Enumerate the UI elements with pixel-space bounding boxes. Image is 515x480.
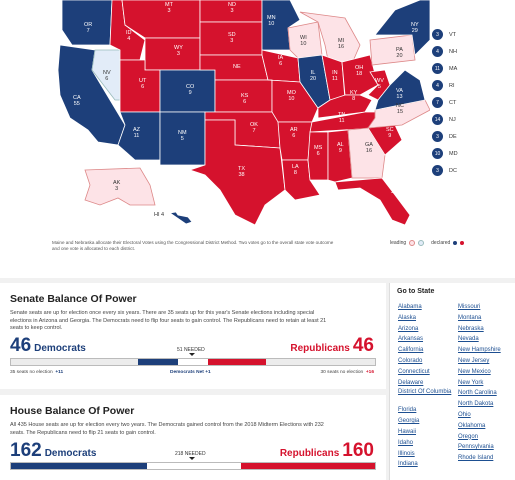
- house-dem-count: 162: [10, 440, 42, 461]
- state-link[interactable]: Pennsylvania: [458, 444, 494, 451]
- senate-needed-marker: [189, 353, 195, 356]
- state-label-ut: UT 6: [139, 78, 147, 90]
- legend-declared-dem-dot: [453, 241, 457, 245]
- senate-bar-rep-won: [208, 359, 266, 365]
- state-link[interactable]: Arkansas: [398, 336, 424, 343]
- state-link[interactable]: Alabama: [398, 304, 422, 310]
- state-label-nm: NM 5: [178, 130, 187, 142]
- ev-badge: 7: [432, 97, 443, 108]
- state-shape-fl[interactable]: [335, 178, 410, 225]
- state-label-va: VA 13: [396, 88, 403, 100]
- senate-rep-tally: [290, 335, 374, 357]
- state-link[interactable]: Idaho: [398, 439, 414, 446]
- state-link[interactable]: Illinois: [398, 450, 415, 457]
- state-links-col-1: [398, 303, 456, 471]
- house-balance-bar: [10, 462, 376, 470]
- small-state-vt[interactable]: 3 VT: [432, 26, 492, 43]
- state-label-ok: OK 7: [250, 122, 258, 134]
- state-label-az: AZ 11: [133, 127, 141, 139]
- ev-badge: 4: [432, 46, 443, 57]
- state-link[interactable]: North Dakota: [458, 401, 494, 408]
- state-label-ks: KS 6: [241, 93, 249, 105]
- house-bar-rep: [241, 463, 375, 469]
- state-label-nc: NC 15: [396, 103, 404, 115]
- house-rep-count: 160: [342, 440, 374, 461]
- legend-leading-rep-dot: [409, 240, 415, 246]
- go-to-state-title: Go to State: [397, 288, 435, 295]
- legend-leading-dem-dot: [418, 240, 424, 246]
- senate-rep-count: 46: [352, 335, 374, 356]
- ev-badge: 10: [432, 148, 443, 159]
- state-label-sd: SD 3: [228, 32, 236, 44]
- state-link[interactable]: Missouri: [458, 304, 481, 310]
- state-label-ky: KY 8: [350, 90, 358, 102]
- state-label-mn: MN 10: [267, 15, 276, 27]
- state-shape-hi[interactable]: [170, 212, 192, 224]
- state-link[interactable]: Connecticut: [398, 368, 430, 375]
- house-rep-label: Republicans: [279, 448, 340, 459]
- state-links-col-2: [458, 303, 515, 465]
- state-label-ga: GA 16: [365, 142, 373, 154]
- senate-bar-dem-no-election: [11, 359, 138, 365]
- state-link[interactable]: Montana: [458, 314, 482, 321]
- state-label-id: ID 4: [126, 30, 132, 42]
- house-title: House Balance Of Power: [10, 405, 135, 417]
- state-label-ms: MS 6: [314, 145, 323, 157]
- senate-dem-tally: [10, 335, 86, 357]
- ev-badge: 11: [432, 63, 443, 74]
- senate-bar-rep-no-election: [266, 359, 375, 365]
- map-legend: [390, 240, 464, 246]
- state-label-wy: WY 3: [174, 45, 183, 57]
- small-state-nj[interactable]: 14 NJ: [432, 111, 492, 128]
- small-state-nh[interactable]: 4 NH: [432, 43, 492, 60]
- state-link[interactable]: North Carolina: [458, 390, 497, 397]
- state-label-wv: WV 5: [375, 78, 384, 90]
- legend-declared-label: declared: [431, 240, 451, 246]
- state-link[interactable]: Florida: [398, 407, 417, 414]
- state-link[interactable]: District Of Columbia: [398, 389, 452, 396]
- house-rep-tally: [280, 440, 374, 462]
- state-label-mo: MO 10: [287, 90, 296, 102]
- state-label-mi: MI 16: [338, 38, 345, 50]
- small-states-list: [432, 26, 492, 179]
- state-label-ny: NY 29: [411, 22, 419, 34]
- state-link[interactable]: Rhode Island: [458, 455, 494, 462]
- small-state-de[interactable]: 3 DE: [432, 128, 492, 145]
- small-state-ct[interactable]: 7 CT: [432, 94, 492, 111]
- senate-net-change: Democrats Net +1: [170, 370, 211, 375]
- state-label-wi: WI 10: [300, 35, 307, 47]
- senate-dem-count: 46: [10, 335, 32, 356]
- state-link[interactable]: Oklahoma: [458, 422, 486, 429]
- senate-card: [0, 283, 386, 389]
- state-link[interactable]: New Hampshire: [458, 347, 501, 354]
- house-description: All 435 House seats are up for election every two years. The Democrats gained control from the 2018 Midterm Elections with 232 seats. The Republicans need to flip 21 seats to gain control.: [10, 422, 324, 436]
- state-link[interactable]: Georgia: [398, 418, 420, 425]
- state-label-al: AL 9: [337, 142, 344, 154]
- small-state-ma[interactable]: 11 MA: [432, 60, 492, 77]
- legend-leading-label: leading: [390, 240, 407, 246]
- state-label-ca: CA 55: [73, 95, 81, 107]
- senate-dem-label: Democrats: [34, 343, 86, 354]
- state-label-nd: ND 3: [228, 2, 236, 14]
- house-card: [0, 395, 386, 480]
- state-link[interactable]: Alaska: [398, 314, 417, 321]
- map-footnote: Maine and Nebraska allocate their Electoral Votes using the Congressional District Method. Two votes go to the overall state vote outcome and one vote is allocated to each district.: [52, 240, 334, 251]
- senate-description: Senate seats are up for election once every six years. There are 35 seats up for this year's Senate elections including special elections in Arizona and Georgia. The Democrats need to flip four seats to gain control. The Republicans need to retain at least 21 seats to keep control.: [10, 310, 327, 331]
- go-to-state-panel: [389, 283, 515, 480]
- us-map-svg: [0, 0, 430, 235]
- state-link[interactable]: Delaware: [398, 379, 424, 386]
- state-label-mt: MT 3: [165, 2, 173, 14]
- senate-title: Senate Balance Of Power: [10, 293, 137, 305]
- house-needed-marker: [189, 457, 195, 460]
- state-shape-wy[interactable]: [145, 38, 200, 70]
- small-state-md[interactable]: 10 MD: [432, 145, 492, 162]
- state-label-fl: FL 29: [391, 183, 398, 195]
- state-label-or: OR 7: [84, 22, 93, 34]
- state-link[interactable]: Hawaii: [398, 428, 417, 435]
- state-label-oh: OH 18: [355, 65, 364, 77]
- state-link[interactable]: New Jersey: [458, 357, 490, 364]
- state-label-ia: IA 6: [278, 55, 284, 67]
- senate-needed: 51 NEEDED: [177, 347, 205, 353]
- state-link[interactable]: Arizona: [398, 325, 419, 332]
- senate-bar-dem-won: [138, 359, 178, 365]
- small-state-dc[interactable]: 3 DC: [432, 162, 492, 179]
- small-state-ri[interactable]: 4 RI: [432, 77, 492, 94]
- ev-badge: 4: [432, 80, 443, 91]
- ev-badge: 14: [432, 114, 443, 125]
- ev-badge: 3: [432, 29, 443, 40]
- state-link[interactable]: Nebraska: [458, 325, 484, 332]
- senate-dem-no-election: 35 seats no election +11: [10, 370, 64, 375]
- house-bar-dem: [11, 463, 147, 469]
- state-shape-pa[interactable]: [370, 35, 415, 65]
- house-dem-tally: [10, 440, 96, 462]
- state-link[interactable]: New York: [458, 379, 484, 386]
- house-needed: 218 NEEDED: [175, 451, 206, 457]
- state-link[interactable]: California: [398, 347, 424, 354]
- senate-rep-label: Republicans: [290, 343, 350, 354]
- state-label-pa: PA 20: [396, 47, 403, 59]
- state-label-ar: AR 6: [290, 127, 298, 139]
- ev-badge: 3: [432, 165, 443, 176]
- house-dem-label: Democrats: [44, 448, 97, 459]
- state-label-co: CO 9: [186, 84, 195, 96]
- state-label-nv: NV 6: [103, 70, 111, 82]
- state-label-tn: TN 11: [338, 112, 346, 124]
- state-label-ak: AK 3: [113, 180, 121, 192]
- state-link[interactable]: Oregon: [458, 433, 479, 440]
- senate-balance-bar: [10, 358, 376, 366]
- senate-rep-no-election: 30 seats no election +16: [320, 370, 374, 375]
- state-label-il: IL 20: [310, 70, 317, 82]
- legend-declared-rep-dot: [460, 241, 464, 245]
- state-link[interactable]: Colorado: [398, 357, 423, 364]
- state-label-in: IN 11: [332, 70, 338, 82]
- ev-badge: 3: [432, 131, 443, 142]
- state-label-ne: NE: [233, 64, 241, 70]
- state-label-la: LA 8: [292, 164, 299, 176]
- state-link[interactable]: Indiana: [398, 461, 418, 468]
- state-label-tx: TX 38: [238, 166, 246, 178]
- state-link[interactable]: Nevada: [458, 336, 479, 343]
- state-label-sc: SC 9: [386, 127, 394, 139]
- state-link[interactable]: New Mexico: [458, 368, 491, 375]
- state-label-hi: HI 4: [154, 212, 165, 218]
- state-link[interactable]: Ohio: [458, 411, 471, 418]
